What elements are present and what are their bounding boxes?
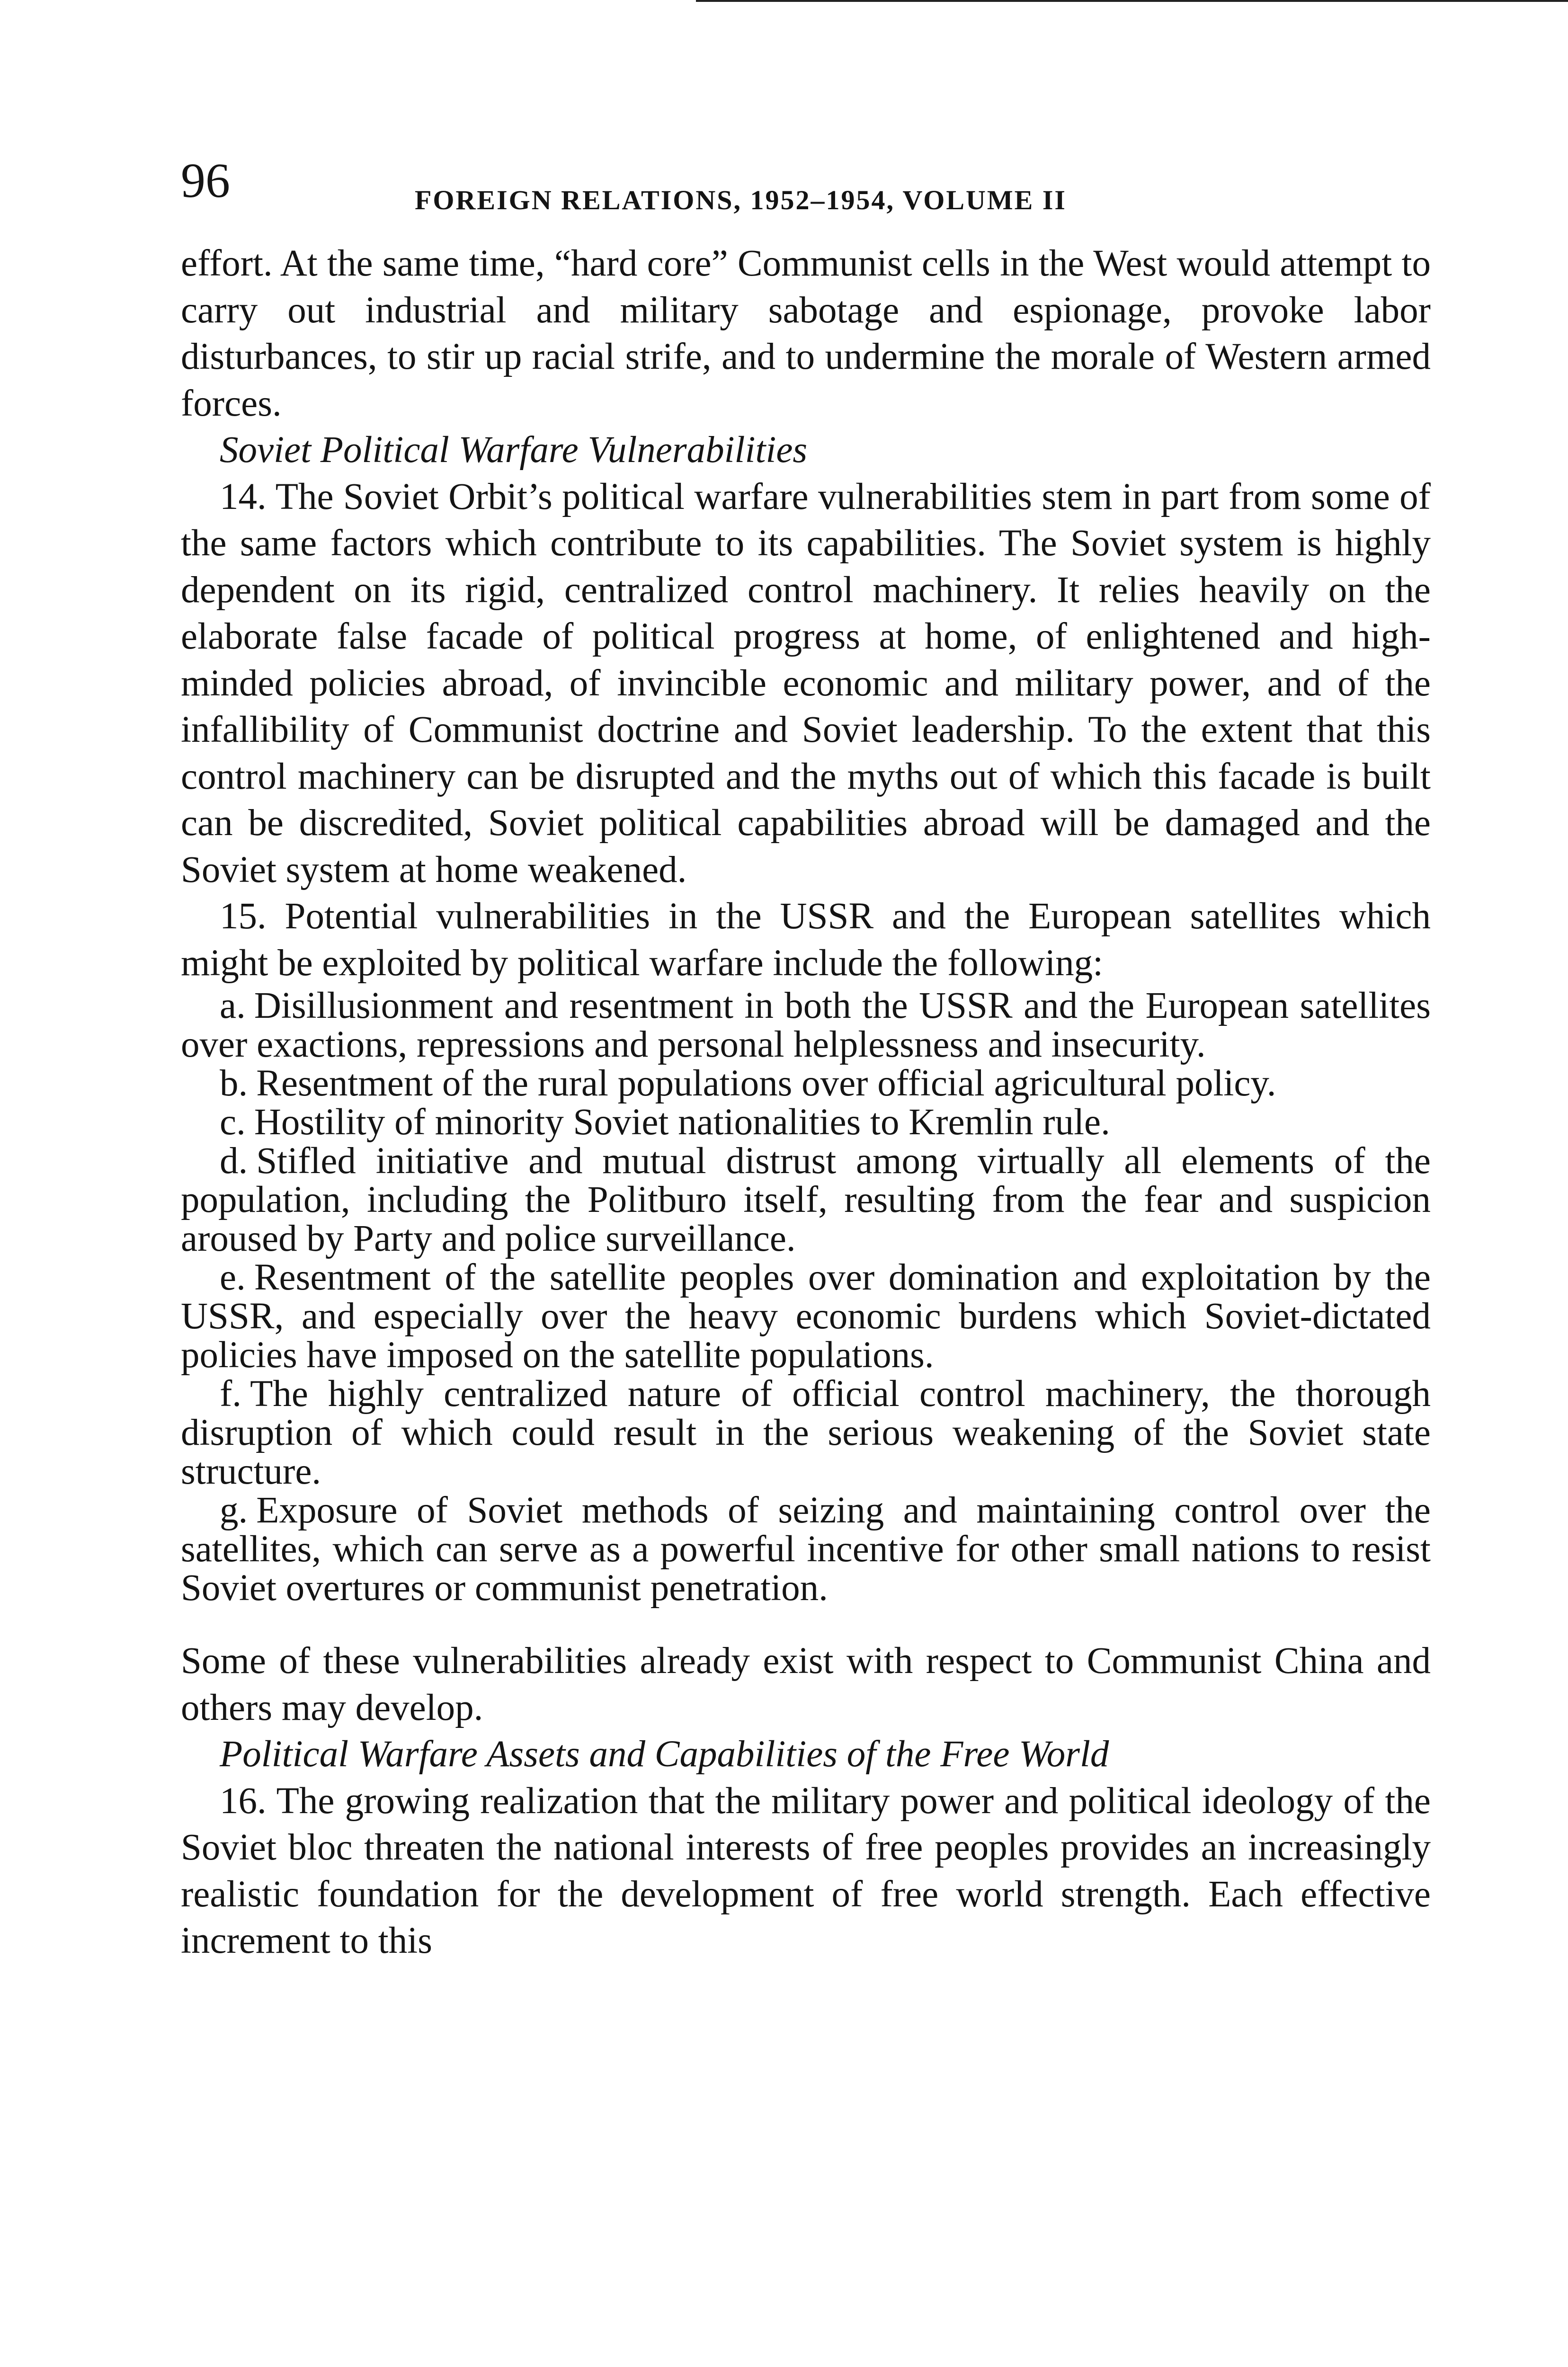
paragraph-14: 14. The Soviet Orbit’s political warfare vulnerabilities stem in part from some of the same factors which contribute to its capabilities. The Soviet system is highly dependent on its rigid, centralized control machinery. It relies heavily on the elaborate false facade of political progress at home, of enlightened and high-minded policies abroad, of invincible economic and military power, and of the infallibility of Communist doctrine and Soviet leadership. To the extent that this control machinery can be disrupted and the myths out of which this facade is built can be discredited, Soviet political capabilities abroad will be damaged and the Soviet system at home weakened. (181, 476, 1431, 890)
list-item-label: f. (220, 1373, 242, 1415)
paragraph-16: 16. The growing realization that the military power and political ideology of the Soviet bloc threaten the national interests of free peoples provides an increasingly realistic foundation for the development of free world strength. Each effective increment to this (181, 1780, 1431, 1961)
section-heading-vulnerabilities: Soviet Political Warfare Vulnerabilities (220, 429, 808, 471)
closing-paragraph: Some of these vulnerabilities already exist with respect to Communist China and others may develop. (181, 1640, 1431, 1728)
list-item-d (181, 1142, 1431, 1258)
list-item-text: Hostility of minority Soviet nationalities to Kremlin rule. (254, 1102, 1110, 1143)
paragraph-15: 15. Potential vulnerabilities in the USSR and the European satellites which might be exploited by political warfare include the following: (181, 896, 1431, 984)
running-head (181, 153, 1431, 227)
vulnerabilities-list (181, 987, 1431, 1608)
list-item-label: a. (220, 985, 246, 1026)
list-item-label: e. (220, 1257, 246, 1298)
list-item-a (181, 987, 1431, 1064)
body-text (181, 240, 1431, 1965)
list-item-label: d. (220, 1140, 248, 1182)
page-number: 96 (181, 153, 230, 208)
list-item-text: The highly centralized nature of official control machinery, the thorough disruption of which could result in the serious weakening of the Soviet state structure. (181, 1373, 1431, 1492)
list-item-text: Stifled initiative and mutual distrust among virtually all elements of the population, including the Politburo itself, resulting from the fear and suspicion aroused by Party and police surveillance. (181, 1140, 1431, 1259)
list-item-e (181, 1258, 1431, 1375)
list-item-f (181, 1375, 1431, 1491)
list-item-g (181, 1491, 1431, 1608)
list-item-text: Disillusionment and resentment in both the USSR and the European satellites over exactions, repressions and personal helplessness and insecurity. (181, 985, 1431, 1065)
list-item-b (181, 1064, 1431, 1103)
list-item-text: Exposure of Soviet methods of seizing and maintaining control over the satellites, which can serve as a powerful incentive for other small nations to resist Soviet overtures or communist penetration. (181, 1490, 1431, 1609)
scan-top-edge-rule (696, 0, 1568, 2)
list-item-c (181, 1103, 1431, 1142)
list-item-label: g. (220, 1490, 248, 1531)
journal-title: FOREIGN RELATIONS, 1952–1954, VOLUME II (415, 185, 1067, 215)
section-heading-assets: Political Warfare Assets and Capabilities of the Free World (220, 1734, 1109, 1775)
document-page (181, 153, 1431, 1965)
list-item-text: Resentment of the rural populations over official agricultural policy. (256, 1063, 1276, 1104)
list-item-text: Resentment of the satellite peoples over domination and exploitation by the USSR, and especially over the heavy economic burdens which Soviet-dictated policies have imposed on the satellite populations. (181, 1257, 1431, 1376)
list-item-label: b. (220, 1063, 248, 1104)
intro-paragraph: effort. At the same time, “hard core” Communist cells in the West would attempt to carry out industrial and military sabotage and espionage, provoke labor disturbances, to stir up racial strife, and to undermine the morale of Western armed forces. (181, 243, 1431, 424)
list-item-label: c. (220, 1102, 246, 1143)
